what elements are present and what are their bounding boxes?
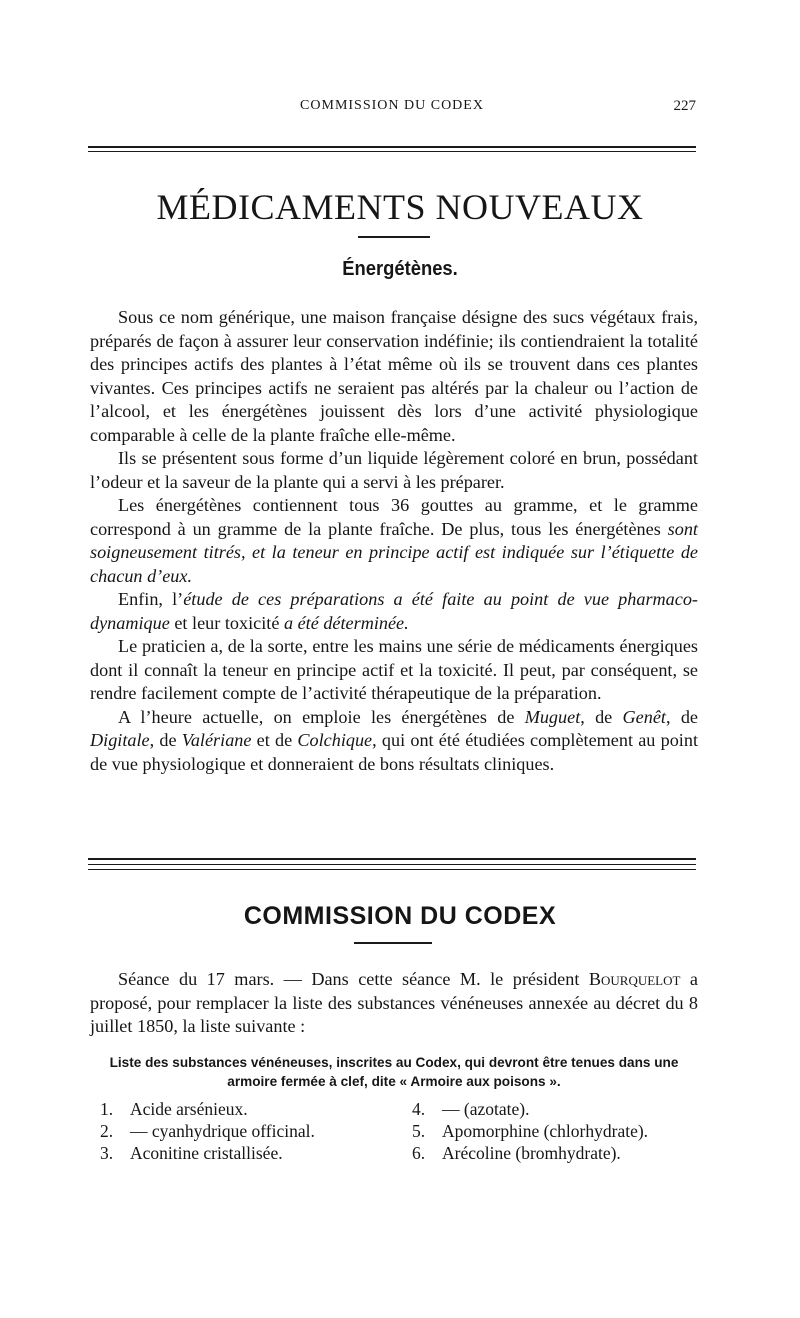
paragraph: Séance du 17 mars. — Dans cette séance M. le président Bourquelot a proposé, pour remplacer la liste des substances vénéneuses annexée au décret du 8 juillet 1850, la liste suivante : xyxy=(90,969,699,1036)
section-title-medicaments: MÉDICAMENTS NOUVEAUX xyxy=(156,187,644,227)
running-title: COMMISSION DU CODEX xyxy=(300,98,484,113)
title-underline xyxy=(354,942,432,944)
list-item: 3. Aconitine cristallisée. xyxy=(100,1143,283,1163)
section-rule-thin-2 xyxy=(88,869,696,870)
header-rule-thick xyxy=(88,146,696,148)
page-number: 227 xyxy=(673,98,696,114)
header-rule-thin xyxy=(88,151,696,152)
list-item: 2. — cyanhydrique officinal. xyxy=(100,1121,315,1141)
paragraph: Sous ce nom générique, une maison française désigne des sucs végétaux frais, préparés de façon à assurer leur conservation indéfinie; ils contiendraient la totalité des principes actifs des plantes à l’état même où ils se trouvent dans ces plantes vivantes. Ces principes actifs ne seraient pas altérés par la chaleur ou l’action de l’alcool, et les énergétènes jouissent dès lors d’une activité physiologique comparable à celle de la plante fraîche elle-même. xyxy=(90,307,698,445)
paragraph: Les énergétènes contiennent tous 36 gouttes au gramme, et le gramme correspond à un gramme de la plante fraîche. De plus, tous les énergétènes sont soigneusement titrés, et la teneur en principe actif est indiquée sur l’étiquette de chacun d’eux. xyxy=(90,495,698,586)
list-item: 6. Arécoline (bromhydrate). xyxy=(412,1143,621,1163)
section-subtitle-energetenes: Énergétènes. xyxy=(342,258,458,280)
poison-list-column-right xyxy=(412,1098,712,1164)
paragraph: Le praticien a, de la sorte, entre les mains une série de médicaments énergiques dont il connaît la teneur en principe actif et la toxicité. Il peut, par conséquent, se rendre facilement compte de l’activité thérapeutique de la préparation. xyxy=(90,636,698,703)
president-name: Bourquelot xyxy=(588,969,681,989)
paragraph: Ils se présentent sous forme d’un liquide légèrement coloré en brun, possédant l’odeur et la saveur de la plante qui a servi à les préparer. xyxy=(90,448,698,492)
running-head xyxy=(88,98,696,118)
section-rule-thin-1 xyxy=(88,864,696,865)
poison-list-heading: Liste des substances vénéneuses, inscrites au Codex, qui devront être tenues dans une armoire fermée à clef, dite « Armoire aux poisons ». xyxy=(109,1055,679,1089)
poison-list-column-left xyxy=(100,1098,400,1164)
list-item: 5. Apomorphine (chlorhydrate). xyxy=(412,1121,649,1141)
section-title-codex: COMMISSION DU CODEX xyxy=(243,902,557,930)
codex-intro xyxy=(90,968,698,1039)
title-underline xyxy=(358,236,430,238)
list-item: 4. — (azotate). xyxy=(412,1099,530,1119)
list-item: 1. Acide arsénieux. xyxy=(100,1099,248,1119)
section-rule-thick xyxy=(88,858,696,860)
paragraph: A l’heure actuelle, on emploie les énergétènes de Muguet, de Genêt, de Digitale, de Valériane et de Colchique, qui ont été étudiées complètement au point de vue physiologique et donneraient de bons résultats cliniques. xyxy=(90,706,698,774)
article-body xyxy=(90,306,698,776)
paragraph: Enfin, l’étude de ces préparations a été faite au point de vue pharmaco-dynamique et leur toxicité a été déterminée. xyxy=(90,589,698,633)
